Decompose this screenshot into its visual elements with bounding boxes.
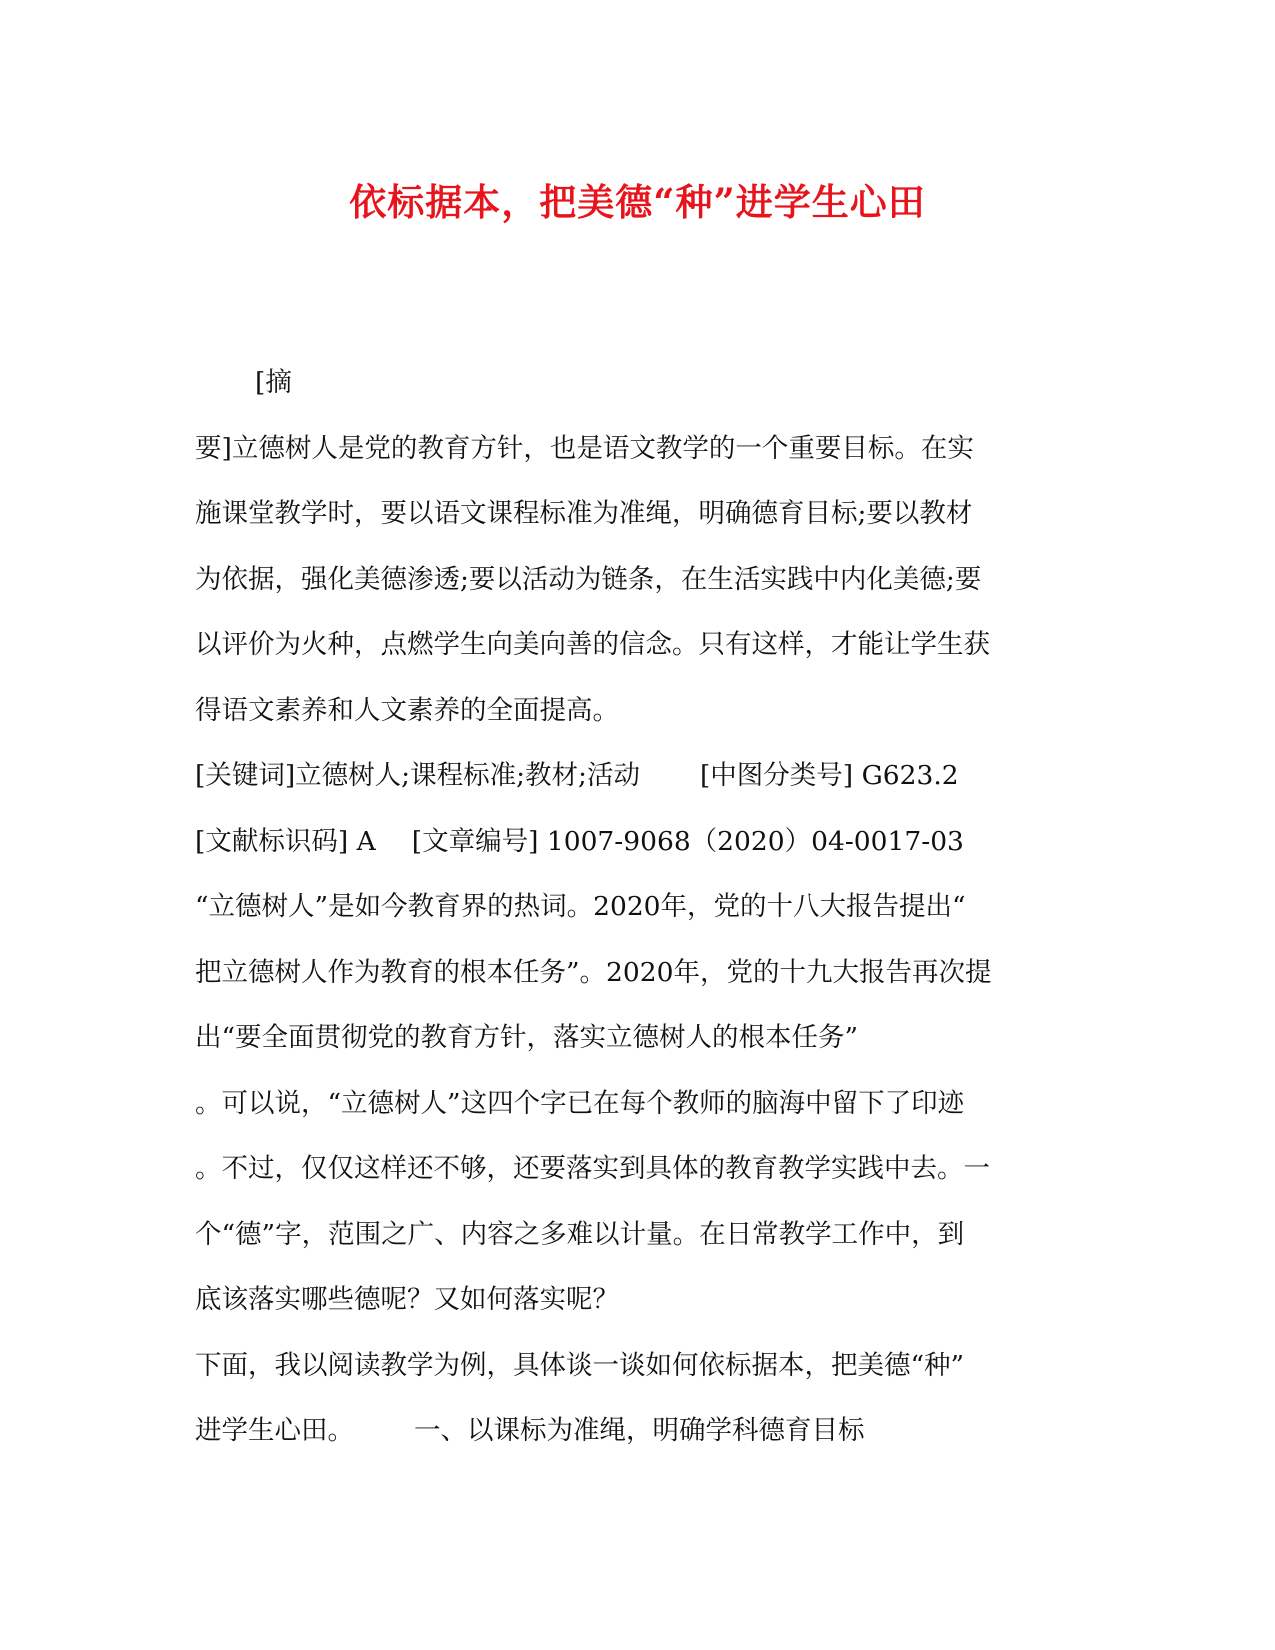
classification-number: [中图分类号] G623.2 (699, 760, 959, 791)
paragraph-line-7: 底该落实哪些德呢？又如何落实呢？ (195, 1284, 619, 1315)
paragraph-line-4: 。可以说，“立德树人”这四个字已在每个教师的脑海中留下了印迹 (195, 1087, 965, 1119)
abstract-line-1: 要]立德树人是党的教育方针，也是语文教学的一个重要目标。在实 (195, 432, 974, 464)
document-body (195, 350, 1085, 1464)
keywords: [关键词]立德树人;课程标准;教材;活动 (195, 760, 640, 791)
paragraph-line-3: 出“要全面贯彻党的教育方针，落实立德树人的根本任务” (195, 1022, 859, 1053)
abstract-line-3: 为依据，强化美德渗透;要以活动为链条，在生活实践中内化美德;要 (195, 563, 982, 595)
abstract-label-line: [摘 (255, 367, 292, 398)
paragraph-line-5: 。不过，仅仅这样还不够，还要落实到具体的教育教学实践中去。一 (195, 1153, 990, 1184)
paragraph-line-6: 个“德”字，范围之广、内容之多难以计量。在日常教学工作中，到 (195, 1218, 965, 1250)
abstract-line-4: 以评价为火种，点燃学生向美向善的信念。只有这样，才能让学生获 (195, 629, 990, 660)
paragraph-line-1: “立德树人”是如今教育界的热词。2020年，党的十八大报告提出“ (195, 891, 966, 922)
abstract-line-2: 施课堂教学时，要以语文课程标准为准绳，明确德育目标;要以教材 (195, 498, 973, 529)
section-heading-line (195, 1398, 1085, 1464)
paragraph-line-8: 下面，我以阅读教学为例，具体谈一谈如何依标据本，把美德“种” (195, 1349, 965, 1381)
paragraph-line-2: 把立德树人作为教育的根本任务”。2020年，党的十九大报告再次提 (195, 956, 992, 988)
keywords-line (195, 743, 1085, 809)
document-code: [文献标识码] A (195, 825, 376, 857)
article-number: [文章编号] 1007-9068（2020）04-0017-03 (411, 825, 964, 857)
document-title: 依标据本，把美德“种”进学生心田 (349, 180, 926, 224)
paragraph-line-9: 进学生心田。 (195, 1415, 354, 1446)
abstract-line-5: 得语文素养和人文素养的全面提高。 (195, 694, 619, 726)
section-heading: 一、以课标为准绳，明确学科德育目标 (414, 1415, 865, 1446)
identifier-line (195, 809, 1085, 875)
